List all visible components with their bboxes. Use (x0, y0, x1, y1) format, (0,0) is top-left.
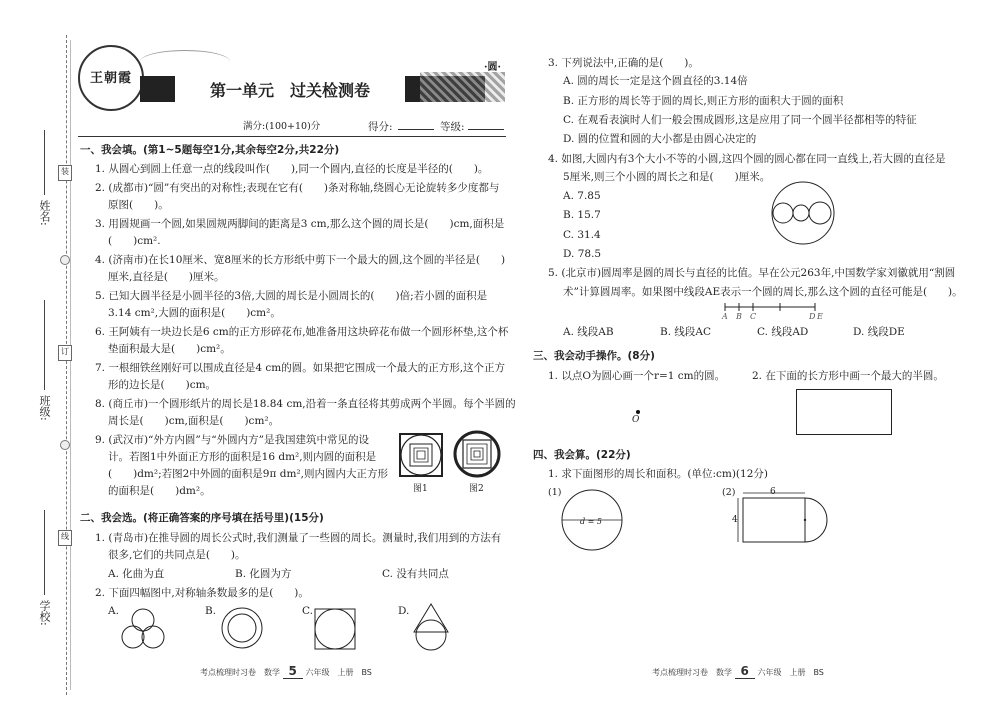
q6a: 6. 王阿姨有一块边长是6 cm的正方形碎花布,她准备用这块碎花布做一个圆形杯垫,这个杯 (95, 326, 509, 338)
q9a: 9. (武汉市)“外方内圆”与“外圆内方”是我国建筑中常见的设 (95, 434, 370, 446)
s3-option-c: C. 在观看表演时人们一般会围成圆形,这是应用了同一个圆半径都相等的特征 (563, 114, 917, 126)
score-full: 满分:(100+10)分 (243, 121, 321, 132)
q6b: 垫面积最大是( )cm²。 (108, 343, 231, 355)
bind-mark-1: 装 (58, 165, 72, 181)
s4b: 5厘米,则三个小圆的周长之和是( )厘米。 (563, 171, 771, 183)
q2a: 2. (成都市)“圆”有突出的对称性;表现在它有( )条对称轴,绕圆心无论旋转多少度都与 (95, 182, 500, 194)
side-label-name: 姓名: (38, 200, 51, 226)
s5a: 5. (北京市)圆周率是圆的周长与直径的比值。早在公元263年,中国数学家刘徽就用“割圆 (548, 267, 956, 279)
q7a: 7. 一根细铁丝刚好可以围成直径是4 cm的圆。如果把它围成一个最大的正方形,这个正方 (95, 362, 506, 374)
title-checker (420, 72, 505, 102)
school-line (44, 510, 45, 595)
banner-right: ·圆· (484, 62, 501, 73)
s5-option-a: A. 线段AB (563, 326, 614, 338)
seg-label-e: E (817, 312, 823, 321)
section-4-heading: 四、我会算。(22分) (533, 449, 631, 461)
segment-ae (720, 302, 820, 312)
bind-mark-3: 线 (58, 530, 72, 546)
score-label: 得分: (368, 121, 393, 133)
grade-label: 等级: (440, 121, 465, 133)
q7b: 形的边长是( )cm。 (108, 379, 217, 391)
q8b: 周长是( )cm,面积是( )cm²。 (108, 415, 280, 427)
s4-figure-circles (770, 180, 836, 246)
figure-2-caption: 图2 (469, 484, 484, 494)
s2-figure-b (220, 606, 264, 650)
seg-label-b: B (736, 312, 742, 321)
section-3-heading: 三、我会动手操作。(8分) (533, 350, 655, 362)
s2-option-b: B. (205, 605, 217, 617)
seg-label-a: A (722, 312, 728, 321)
footer-left (200, 664, 372, 679)
section-1-heading: 一、我会填。(第1~5题每空1分,其余每空2分,共22分) (80, 144, 340, 156)
q5b: 3.14 cm²,大圆的面积是( )cm²。 (108, 307, 281, 319)
score-field[interactable] (398, 129, 434, 130)
s4a: 4. 如图,大圆内有3个大小不等的小圆,这四个圆的圆心都在同一直线上,若大圆的直径是 (548, 153, 946, 165)
point-o-label: O (632, 415, 640, 425)
bind-mark-2: 订 (58, 345, 72, 361)
q1: 1. 从圆心到圆上任意一点的线段叫作( ),同一个圆内,直径的长度是半径的( )。 (95, 163, 489, 175)
s4-option-d: D. 78.5 (563, 248, 602, 260)
figure-1-caption: 图1 (413, 484, 428, 494)
footer-left-text1: 考点梳理时习卷 数学 (200, 668, 280, 677)
q5a: 5. 已知大圆半径是小圆半径的3倍,大圆的周长是小圆周长的( )倍;若小圆的面积是 (95, 290, 488, 302)
s4-option-c: C. 31.4 (563, 229, 601, 241)
s3-option-b: B. 正方形的周长等于圆的周长,则正方形的面积大于圆的面积 (563, 95, 844, 107)
footer-right-text1: 考点梳理时习卷 数学 (652, 668, 732, 677)
binding-line-inner (70, 40, 71, 690)
s4-option-b: B. 15.7 (563, 209, 601, 221)
s1b: 很多,它们的共同点是( )。 (108, 549, 246, 561)
q3a: 3. 用圆规画一个圆,如果圆规两脚间的距离是3 cm,那么这个圆的周长是( )cm,面积是 (95, 218, 505, 230)
calc-figure-rect-semicircle (735, 484, 835, 554)
s1-option-a: A. 化曲为直 (108, 568, 165, 580)
section-2-heading: 二、我会选。(将正确答案的序号填在括号里)(15分) (80, 512, 324, 524)
s2-option-c: C. (302, 605, 313, 617)
calc-fig2-dim4: 4 (732, 515, 738, 525)
s2: 2. 下面四幅图中,对称轴条数最多的是( )。 (95, 587, 309, 599)
s2-figure-a (120, 606, 166, 652)
footer-right-page: 6 (735, 664, 755, 679)
logo (78, 45, 144, 111)
punch-hole-1 (60, 255, 70, 265)
calc1: 1. 求下面图形的周长和面积。(单位:cm)(12分) (548, 468, 768, 480)
q8a: 8. (商丘市)一个圆形纸片的周长是18.84 cm,沿着一条直径将其剪成两个半圆。每个半圆的 (95, 398, 516, 410)
logo-text: 王朝霞 (89, 71, 132, 86)
s1-option-b: B. 化圆为方 (235, 568, 292, 580)
grade-field[interactable] (468, 129, 504, 130)
figure-2 (453, 430, 501, 478)
footer-left-page: 5 (283, 664, 303, 679)
s3-option-d: D. 圆的位置和圆的大小都是由圆心决定的 (563, 133, 757, 145)
s3-option-a: A. 圆的周长一定是这个圆直径的3.14倍 (563, 75, 748, 87)
q9b: 计。若图1中外面正方形的面积是16 dm²,则内圆的面积是 (108, 451, 377, 463)
s5-option-b: B. 线段AC (660, 326, 712, 338)
s3: 3. 下列说法中,正确的是( )。 (548, 57, 699, 69)
q2b: 原图( )。 (108, 199, 169, 211)
calc-fig1-d: d = 5 (580, 517, 602, 526)
q4a: 4. (济南市)在长10厘米、宽8厘米的长方形纸中剪下一个最大的圆,这个圆的半径是( ) (95, 254, 506, 266)
seg-label-c: C (750, 312, 757, 321)
s2-figure-c (314, 608, 356, 650)
s4-option-a: A. 7.85 (563, 190, 601, 202)
name-line (44, 130, 45, 195)
s1-option-c: C. 没有共同点 (382, 568, 449, 580)
binding-line (66, 35, 67, 695)
q9c: ( )dm²;若图2中外圆的面积是9π dm²,则内圆内大正方形 (108, 468, 388, 480)
punch-hole-2 (60, 440, 70, 450)
calc-fig2-dim6: 6 (770, 487, 776, 497)
figure-1 (398, 432, 444, 478)
seg-label-d: D (809, 312, 816, 321)
s5-option-c: C. 线段AD (757, 326, 809, 338)
calc-fig1-label: (1) (548, 487, 562, 498)
op1: 1. 以点O为圆心画一个r=1 cm的圆。 (548, 370, 726, 382)
page-title: 第一单元 过关检测卷 (209, 81, 370, 100)
op2: 2. 在下面的长方形中画一个最大的半圆。 (752, 370, 944, 382)
header-rule (78, 136, 506, 137)
side-label-class: 班级: (38, 395, 51, 421)
side-label-school: 学校: (38, 600, 51, 626)
q4b: 厘米,直径是( )厘米。 (108, 271, 225, 283)
s5-option-d: D. 线段DE (853, 326, 905, 338)
op2-rectangle[interactable] (796, 389, 892, 435)
ribbon-decoration (140, 50, 230, 73)
s2-option-d: D. (398, 605, 410, 617)
s2-figure-d (410, 602, 452, 652)
s5b: 术”计算圆周率。如果图中线段AE表示一个圆的周长,那么这个圆的直径可能是( )。 (563, 286, 963, 298)
footer-left-text2: 六年级 上册 BS (305, 668, 372, 677)
footer-right (652, 664, 824, 679)
calc-fig2-label: (2) (722, 487, 736, 498)
s1a: 1. (青岛市)在推导圆的周长公式时,我们测量了一些圆的周长。测量时,我们用到的方法有 (95, 532, 502, 544)
footer-right-text2: 六年级 上册 BS (757, 668, 824, 677)
class-line (44, 300, 45, 390)
q9d: 的面积是( )dm²。 (108, 485, 211, 497)
q3b: ( )cm². (108, 235, 161, 247)
s2-option-a: A. (108, 605, 119, 617)
